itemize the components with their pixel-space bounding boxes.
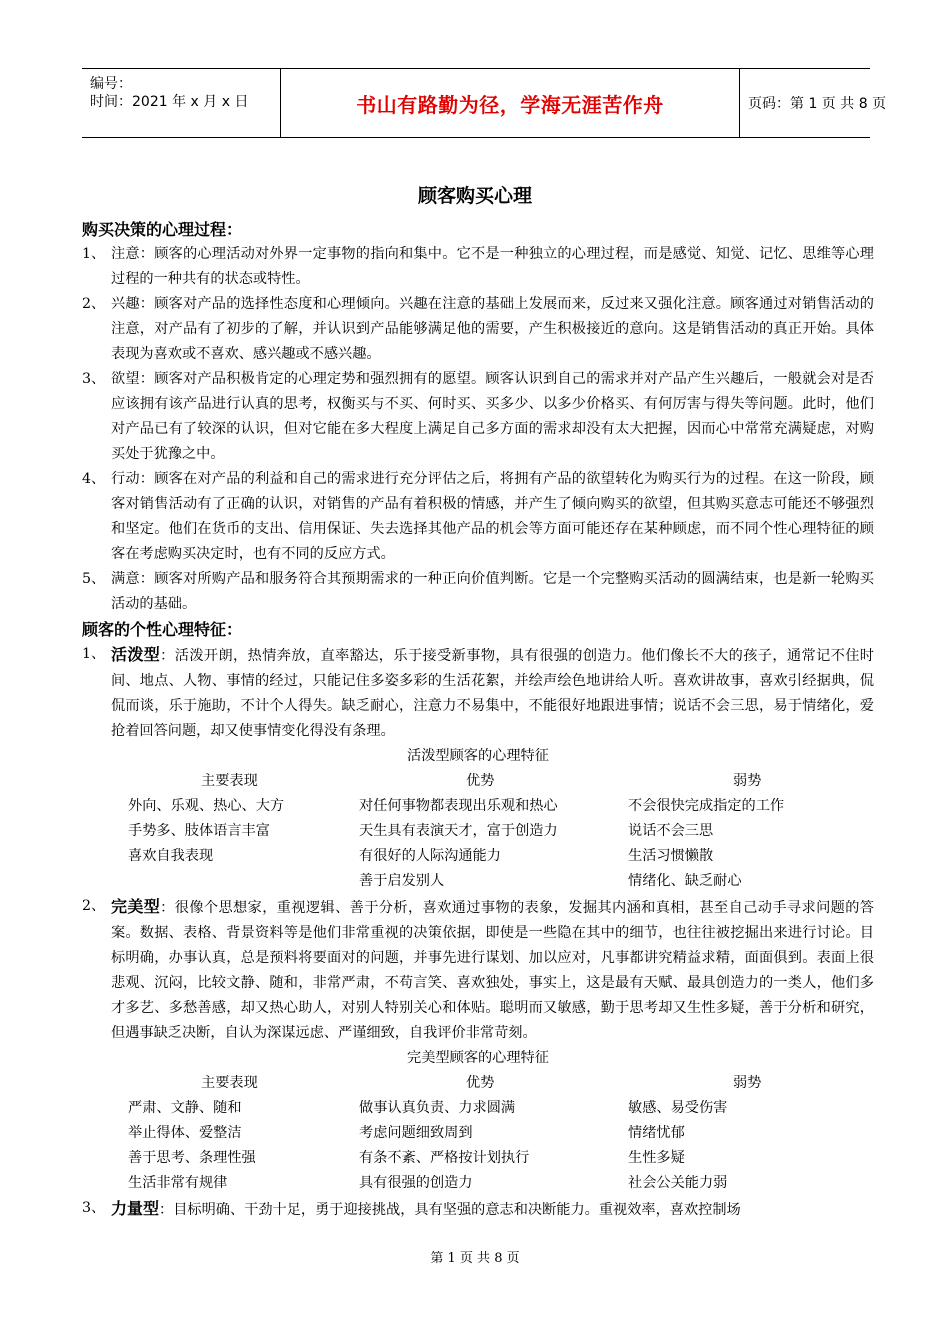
- table-cell: 生活非常有规律: [128, 1175, 228, 1191]
- table-cell: 外向、乐观、热心、大方: [128, 798, 285, 814]
- table-cell: 生性多疑: [628, 1150, 685, 1166]
- table-header-row: [82, 1071, 874, 1096]
- table-cell: 严肃、文静、随和: [128, 1100, 242, 1116]
- table-cell: 考虑问题细致周到: [359, 1125, 473, 1141]
- column-header: 主要表现: [201, 773, 258, 789]
- table-cell: 有条不紊、严格按计划执行: [359, 1150, 530, 1166]
- type-name: 活泼型: [111, 645, 161, 664]
- perfect-type-table: [82, 1046, 874, 1196]
- column-header: 主要表现: [201, 1075, 258, 1091]
- header-motto-cell: [280, 69, 740, 137]
- item-text: 注意：顾客的心理活动对外界一定事物的指向和集中。它不是一种独立的心理过程，而是感觉、知觉、记忆、思维等心理过程的一种共有的状态或特性。: [111, 246, 874, 287]
- doc-date-label: 时间：2021 年 x 月 x 日: [90, 94, 249, 110]
- table-row: [82, 1171, 874, 1196]
- table-row: [82, 1121, 874, 1146]
- table-row: [82, 869, 874, 894]
- table-cell: 善于启发别人: [359, 873, 445, 889]
- type-name: 力量型: [111, 1199, 160, 1218]
- item-number: 3、: [82, 1200, 106, 1216]
- type-name: 完美型: [111, 897, 161, 916]
- header-info-cell: [82, 69, 280, 137]
- table-cell: 情绪忧郁: [628, 1125, 685, 1141]
- item-number: 2、: [82, 898, 106, 914]
- table-cell: 有很好的人际沟通能力: [359, 848, 501, 864]
- item-text: ：目标明确、干劲十足，勇于迎接挑战，具有坚强的意志和决断能力。重视效率，喜欢控制场: [159, 1202, 741, 1218]
- item-number: 1、: [82, 246, 106, 262]
- table-header-row: [82, 769, 874, 794]
- table-cell: 说话不会三思: [628, 823, 714, 839]
- table-row: [82, 819, 874, 844]
- doc-number-label: 编号：: [90, 76, 132, 92]
- column-header: 弱势: [733, 773, 762, 789]
- table-cell: 不会很快完成指定的工作: [628, 798, 785, 814]
- table-cell: 敏感、易受伤害: [628, 1100, 728, 1116]
- item-number: 5、: [82, 571, 106, 587]
- table-row: [82, 1146, 874, 1171]
- page-header: [82, 68, 887, 138]
- item-number: 3、: [82, 371, 106, 387]
- item-text: 兴趣：顾客对产品的选择性态度和心理倾向。兴趣在注意的基础上发展而来，反过来又强化注意。顾客通过对销售活动的注意，对产品有了初步的了解，并认识到产品能够满足他的需要，产生积极接近的意向。这是销售活动的真正开始。具体表现为喜欢或不喜欢、感兴趣或不感兴趣。: [111, 296, 874, 362]
- table-cell: 手势多、肢体语言丰富: [128, 823, 270, 839]
- item-text: ：很像个思想家，重视逻辑、善于分析，喜欢通过事物的表象，发掘其内涵和真相，甚至自己动手寻求问题的答案。数据、表格、背景资料等是他们非常重视的决策依据，即使是一些隐在其中的细节，也往往被挖掘出来进行讨论。目标明确，办事认真，总是预料将要面对的问题，并事先进行谋划、加以应对，凡事都讲究精益求精，面面俱到。表面上很悲观、沉闷，比较文静、随和，非常严肃，不苟言笑、喜欢独处，事实上，这是最有天赋、最具创造力的一类人，他们多才多艺、多愁善感，却又热心助人，对别人特别关心和体贴。聪明而又敏感，勤于思考却又生性多疑，善于分析和研究，但遇事缺乏决断，自认为深谋远虑、严谨细致，自我评价非常苛刻。: [111, 900, 874, 1041]
- motto: 书山有路勤为径，学海无涯苦作舟: [356, 92, 664, 117]
- page-count-label: 页码：第 1 页 共 8 页: [748, 96, 887, 112]
- table-cell: 对任何事物都表现出乐观和热心: [359, 798, 558, 814]
- section-heading: 购买决策的心理过程：: [82, 220, 243, 239]
- item-text: 欲望：顾客对产品积极肯定的心理定势和强烈拥有的愿望。顾客认识到自己的需求并对产品产生兴趣后，一般就会对是否应该拥有该产品进行认真的思考，权衡买与不买、何时买、买多少、以多少价格买、有何厉害与得失等问题。此时，他们对产品已有了较深的认识，但对它能在多大程度上满足自己多方面的需求却没有太大把握，因而心中常常充满疑虑，对购买处于犹豫之中。: [111, 371, 874, 462]
- item-number: 2、: [82, 296, 106, 312]
- header-page-cell: [740, 69, 887, 137]
- column-header: 优势: [466, 1075, 495, 1091]
- item-number: 4、: [82, 471, 106, 487]
- item-text: ：活泼开朗，热情奔放，直率豁达，乐于接受新事物，具有很强的创造力。他们像长不大的孩子，通常记不住时间、地点、人物、事情的经过，只能记住多姿多彩的生活花絮，并绘声绘色地讲给人听。喜欢讲故事，喜欢引经据典，侃侃而谈，乐于施助，不计个人得失。缺乏耐心，注意力不易集中，不能很好地跟进事情；说话不会三思，易于情绪化，爱抢着回答问题，却又使事情变化得没有条理。: [111, 648, 874, 739]
- table-cell: 做事认真负责、力求圆满: [359, 1100, 516, 1116]
- decision-process-section: [82, 218, 874, 1223]
- section-heading: 顾客的个性心理特征：: [82, 620, 243, 639]
- list-item: [82, 467, 874, 567]
- table-cell: 情绪化、缺乏耐心: [628, 873, 742, 889]
- table-row: [82, 1096, 874, 1121]
- personality-type-item: [82, 642, 874, 744]
- document-title: 顾客购买心理: [417, 185, 532, 207]
- table-caption: 活泼型顾客的心理特征: [407, 748, 549, 764]
- column-header: 弱势: [733, 1075, 762, 1091]
- page-footer: 第 1 页 共 8 页: [430, 1251, 520, 1266]
- column-header: 优势: [466, 773, 495, 789]
- item-number: 1、: [82, 646, 106, 662]
- list-item: [82, 567, 874, 617]
- table-cell: 社会公关能力弱: [628, 1175, 728, 1191]
- personality-type-item: [82, 1196, 874, 1223]
- table-cell: 喜欢自我表现: [128, 848, 214, 864]
- lively-type-table: [82, 744, 874, 894]
- table-cell: 具有很强的创造力: [359, 1175, 473, 1191]
- item-text: 行动：顾客在对产品的利益和自己的需求进行充分评估之后，将拥有产品的欲望转化为购买行为的过程。在这一阶段，顾客对销售活动有了正确的认识，对销售的产品有着积极的情感，并产生了倾向购买的欲望，但其购买意志可能还不够强烈和坚定。他们在货币的支出、信用保证、失去选择其他产品的机会等方面可能还存在某种顾虑，而不同个性心理特征的顾客在考虑购买决定时，也有不同的反应方式。: [111, 471, 874, 562]
- table-cell: 善于思考、条理性强: [128, 1150, 256, 1166]
- table-cell: 天生具有表演天才，富于创造力: [359, 823, 558, 839]
- table-row: [82, 844, 874, 869]
- table-cell: 生活习惯懒散: [628, 848, 714, 864]
- list-item: [82, 292, 874, 367]
- item-text: 满意：顾客对所购产品和服务符合其预期需求的一种正向价值判断。它是一个完整购买活动的圆满结束，也是新一轮购买活动的基础。: [111, 571, 874, 612]
- personality-type-item: [82, 894, 874, 1046]
- table-cell: 举止得体、爱整洁: [128, 1125, 242, 1141]
- table-row: [82, 794, 874, 819]
- list-item: [82, 367, 874, 467]
- list-item: [82, 242, 874, 292]
- table-caption: 完美型顾客的心理特征: [407, 1050, 549, 1066]
